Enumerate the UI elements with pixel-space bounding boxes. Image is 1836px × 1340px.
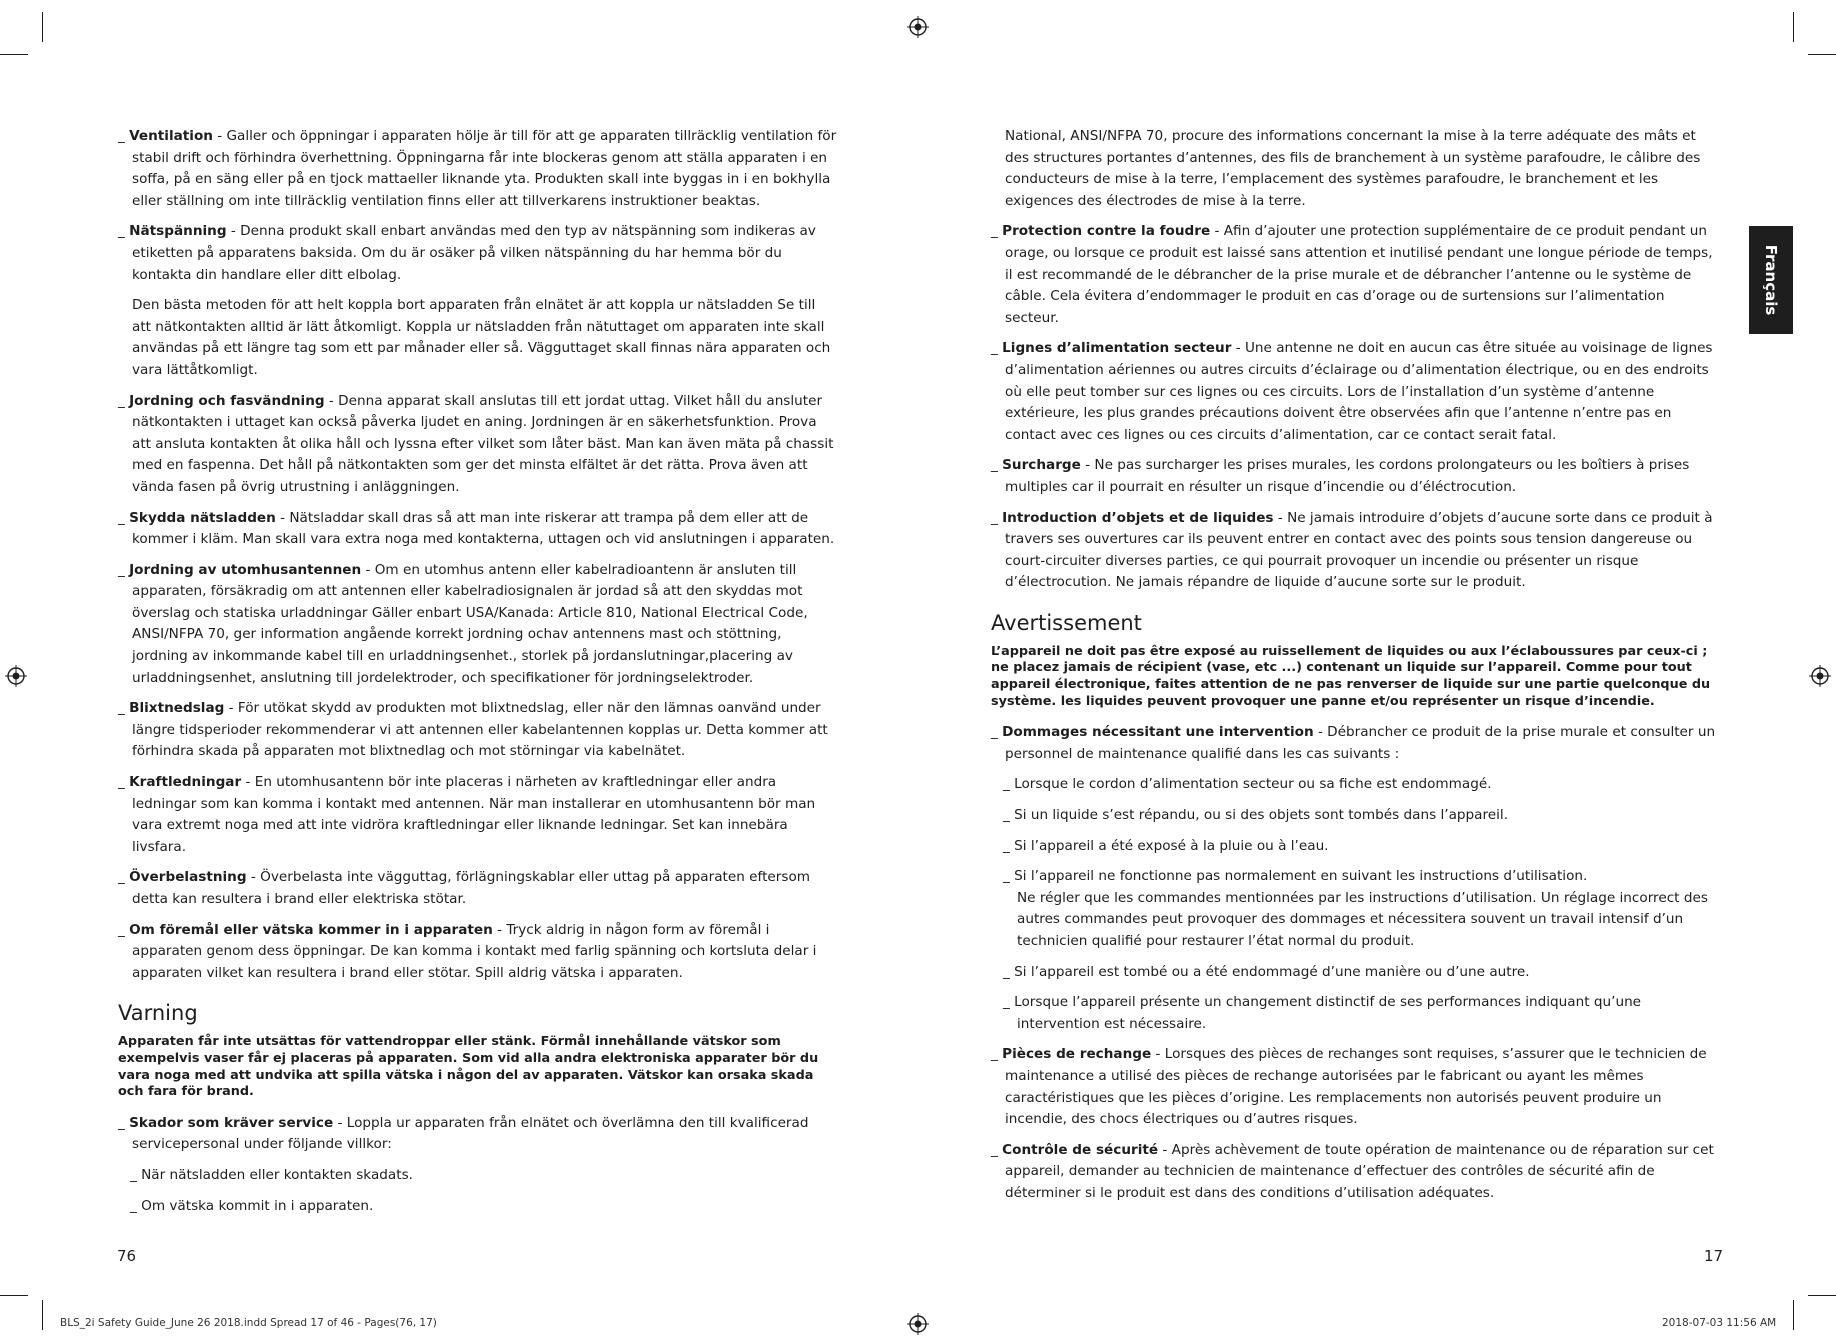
sub-item: _ Si l’appareil est tombé ou a été endommagé d’une manière ou d’une autre. — [1003, 963, 1530, 980]
crop-mark-bottom-left-v — [42, 1300, 43, 1330]
crop-mark-bottom-left-h — [0, 1295, 28, 1296]
item-foremal: _ Om föremål eller vätska kommer in i apparaten - Tryck aldrig in någon form av föremål i apparaten genom dess öppningar. De kan komma i kontakt med farlig spänning och kortsluta delar i apparaten vilket kan resultera i brand eller stötar. Spill aldrig vätska i apparaten. — [118, 921, 817, 981]
sub-item: _ Om vätska kommit in i apparaten. — [130, 1197, 374, 1214]
sub-item: _ Si l’appareil ne fonctionne pas normalement en suivant les instructions d’utilisation. Ne régler que les commandes mentionnées par les instructions d’utilisation. Un réglage incorrect des autres commandes peut provoquer des dommages et nécessitera souvent un travail intensif d’un technicien qualifié pour restaurer l’état normal du produit. — [1003, 868, 1708, 949]
crosshair-registration-icon — [5, 665, 27, 687]
page-number-left: 76 — [117, 1247, 137, 1265]
sub-item: _ Si l’appareil a été exposé à la pluie ou à l’eau. — [1003, 837, 1329, 854]
item-blixt: _ Blixtnedslag - För utökat skydd av produkten mot blixtnedslag, eller när den lämnas oanvänd under längre tidsperioder rekommenderar vi att antennen eller kabelantennen kopplas ur. Detta kommer att förhindra skada på apparaten mot blixtnedlag och mot störningar via kabelnätet. — [118, 700, 828, 760]
item-dommages: _ Dommages nécessitant une intervention - Débrancher ce produit de la prise murale et consulter un personnel de maintenance qualifié dans les cas suivants : — [991, 724, 1716, 762]
crop-mark-top-left-h — [0, 54, 28, 55]
crop-mark-top-right-h — [1808, 54, 1836, 55]
crop-mark-bottom-right-v — [1793, 1300, 1794, 1330]
paragraph-disconnect: Den bästa metoden för att helt koppla bort apparaten från elnätet är att koppla ur nätsladden Se till att nätkontakten alltid är lätt åtkomligt. Koppla ur nätsladden från nätuttaget om apparaten inte skall användas på ett längre tag som ett par månader eller så. Vägguttaget skall finnas nära apparaten och vara lättåtkomligt. — [132, 297, 831, 378]
heading-varning: Varning — [118, 1001, 198, 1026]
language-tab-label: Français — [1762, 244, 1780, 316]
item-jordning: _ Jordning och fasvändning - Denna apparat skall anslutas till ett jordat uttag. Vilket håll du ansluter nätkontakten i uttaget kan också påverka ljudet en aning. Jordningen är en säkerhetsfunktion. Prova att ansluta kontakten åt olika håll och lyssna efter vilket som låter bäst. Man kan även mäta på chassit med en faspenna. Det håll på nätkontakten som ger det minsta elfältet är det rätta. Prova även att vända fasen på övrig utrustning i anläggningen. — [118, 392, 834, 495]
crop-mark-top-right-v — [1793, 12, 1794, 42]
sub-item: _ Lorsque l’appareil présente un changement distinctif de ses performances indiquant qu’une intervention est nécessaire. — [1003, 994, 1642, 1032]
right-page-column — [991, 126, 1721, 1214]
item-surcharge: _ Surcharge - Ne pas surcharger les prises murales, les cordons prolongateurs ou les boîtiers à prises multiples car il pourrait en résulter un risque d’incendie ou d’éléctrocution. — [991, 457, 1690, 495]
item-foudre: _ Protection contre la foudre - Afin d’ajouter une protection supplémentaire de ce produit pendant un orage, ou lorsque ce produit est laissé sans attention et inutilisé pendant une longue période de temps, il est recommandé de le débrancher de la prise murale et de débrancher l’antenne ou le système de câble. Cela évitera d’endommager le produit en cas d’orage ou de surtensions sur l’alimentation secteur. — [991, 223, 1713, 326]
sub-item: _ När nätsladden eller kontakten skadats. — [130, 1166, 413, 1183]
crosshair-registration-icon — [907, 16, 929, 38]
crosshair-registration-icon — [907, 1313, 929, 1335]
sub-item: _ Lorsque le cordon d’alimentation secteur ou sa fiche est endommagé. — [1003, 776, 1492, 793]
footer-timestamp: 2018-07-03 11:56 AM — [1662, 1317, 1777, 1329]
item-ventilation: _ Ventilation - Galler och öppningar i apparaten hölje är till för att ge apparaten tillräcklig ventilation för stabil drift och förhindra överhettning. Öppningarna får inte blockeras genom att ställa apparaten i en soffa, på en säng eller på en tjock mattaeller liknande yta. Produkten skall inte byggas in i en bokhylla eller ställning om inte tillräcklig ventilation finns eller att tillverkarens instruktioner beaktas. — [118, 128, 837, 209]
item-natspanning: _ Nätspänning - Denna produkt skall enbart användas med den typ av nätspänning som indikeras av etiketten på apparatens baksida. Om du är osäker på vilken nätspänning du har hemma bör du kontakta din handlare eller ditt elbolag. — [118, 223, 816, 283]
item-skydda: _ Skydda nätsladden - Nätsladdar skall dras så att man inte riskerar att trampa på dem eller att de kommer i kläm. Man skall vara extra noga med kontakterna, uttagen och vid anslutningen i apparaten. — [118, 509, 835, 548]
footer-file-info: BLS_2i Safety Guide_June 26 2018.indd Spread 17 of 46 - Pages(76, 17) — [60, 1317, 437, 1329]
page-number-right: 17 — [1704, 1247, 1724, 1265]
crop-mark-top-left-v — [42, 12, 43, 42]
item-skador: _ Skador som kräver service - Loppla ur apparaten från elnätet och överlämna den till kvalificerad servicepersonal under följande villkor: — [118, 1114, 809, 1153]
left-page-column — [118, 126, 838, 1226]
language-tab — [1749, 226, 1793, 334]
item-utomhus: _ Jordning av utomhusantennen - Om en utomhus antenn eller kabelradioantenn är ansluten till apparaten, försäkradig om att antennen eller kabelradiosignalen är jordad så att den skyddas mot överslag och statiska urladdningar Gäller enbart USA/Kanada: Article 810, National Electrical Code, ANSI/NFPA 70, ger information angående korrekt jordning ochav antennens mast och stöttning, jordning av inkommande kabel till en urladdningsenhet., storlek på jordanslutningar,placering av urladdningsenhet, anslutning till jordelektroder, och specifikationer för jordningselektroder. — [118, 561, 808, 686]
sub-item: _ Si un liquide s’est répandu, ou si des objets sont tombés dans l’appareil. — [1003, 807, 1509, 824]
heading-avertissement: Avertissement — [991, 610, 1142, 635]
item-objets: _ Introduction d’objets et de liquides - Ne jamais introduire d’objets d’aucune sorte dans ce produit à travers ses ouvertures car ils peuvent entrer en contact avec des points sous tension dangereuse ou court-circuiter diverses parties, ce qui pourrait provoquer un incendie ou présenter un risque d’électrocution. Ne jamais répandre de liquide d’aucune sorte sur le produit. — [991, 509, 1713, 591]
item-lignes: _ Lignes d’alimentation secteur - Une antenne ne doit en aucun cas être située au voisinage de lignes d’alimentation aériennes ou autres circuits d’éclairage ou d’alimentation électrique, ou en des endroits où elle peut tomber sur ces lignes ou ces circuits. Lors de l’installation d’un système d’antenne extérieure, les plus grandes précautions doivent être observées afin que l’antenne n’entre pas en contact avec ces lignes ou ces circuits d’alimentation, car ce contact serait fatal. — [991, 340, 1713, 443]
crosshair-registration-icon — [1809, 665, 1831, 687]
paragraph-nfpa: National, ANSI/NFPA 70, procure des informations concernant la mise à la terre adéquate des mâts et des structures portantes d’antennes, des fils de branchement à un système parafoudre, le câlibre des conducteurs de mise à la terre, l’emplacement des systèmes parafoudre, le branchement et les exigences des électrodes de mise à la terre. — [1005, 128, 1701, 209]
item-overbelastning: _ Överbelastning - Överbelasta inte vägguttag, förlägningskablar eller uttag på apparaten eftersom detta kan resultera i brand eller elektriska stötar. — [118, 869, 810, 907]
item-controle: _ Contrôle de sécurité - Après achèvement de toute opération de maintenance ou de réparation sur cet appareil, demander au technicien de maintenance d’effectuer des contrôles de sécurité afin de déterminer si le produit est dans des conditions d’utilisation adéquates. — [991, 1141, 1714, 1201]
item-pieces: _ Pièces de rechange - Lorsques des pièces de rechanges sont requises, s’assurer que le technicien de maintenance a utilisé des pièces de rechange autorisées par le fabricant ou ayant les mêmes caractéristiques que les pièces d’origine. Les remplacements non autorisés peuvent produire un incendie, des chocs électriques ou d’autres risques. — [991, 1046, 1707, 1128]
item-kraft: _ Kraftledningar - En utomhusantenn bör inte placeras i närheten av kraftledningar eller andra ledningar som kan komma i kontakt med antennen. När man installerar en utomhusantenn bör man vara extremt noga med att inte vidröra kraftledningar eller liknande ledningar. Set kan innebära livsfara. — [118, 774, 816, 855]
warning-text: L’appareil ne doit pas être exposé au ruissellement de liquides ou aux l’éclaboussures par ceux-ci ; ne placez jamais de récipient (vase, etc ...) contenant un liquide sur l’appareil. Comme pour tout appareil électronique, faites attention de ne pas renverser de liquide sur une partie quelconque du système. les liquides peuvent provoquer une panne et/ou représenter un risque d’incendie. — [991, 643, 1711, 709]
crop-mark-bottom-right-h — [1808, 1295, 1836, 1296]
warning-text: Apparaten får inte utsättas för vattendroppar eller stänk. Förmål innehållande vätskor som exempelvis vaser får ej placeras på apparaten. Som vid alla andra elektroniska apparater bör du vara noga med att undvika att spilla vätska i någon del av apparaten. Vätskor kan orsaka skada och fara för brand. — [118, 1034, 819, 1100]
